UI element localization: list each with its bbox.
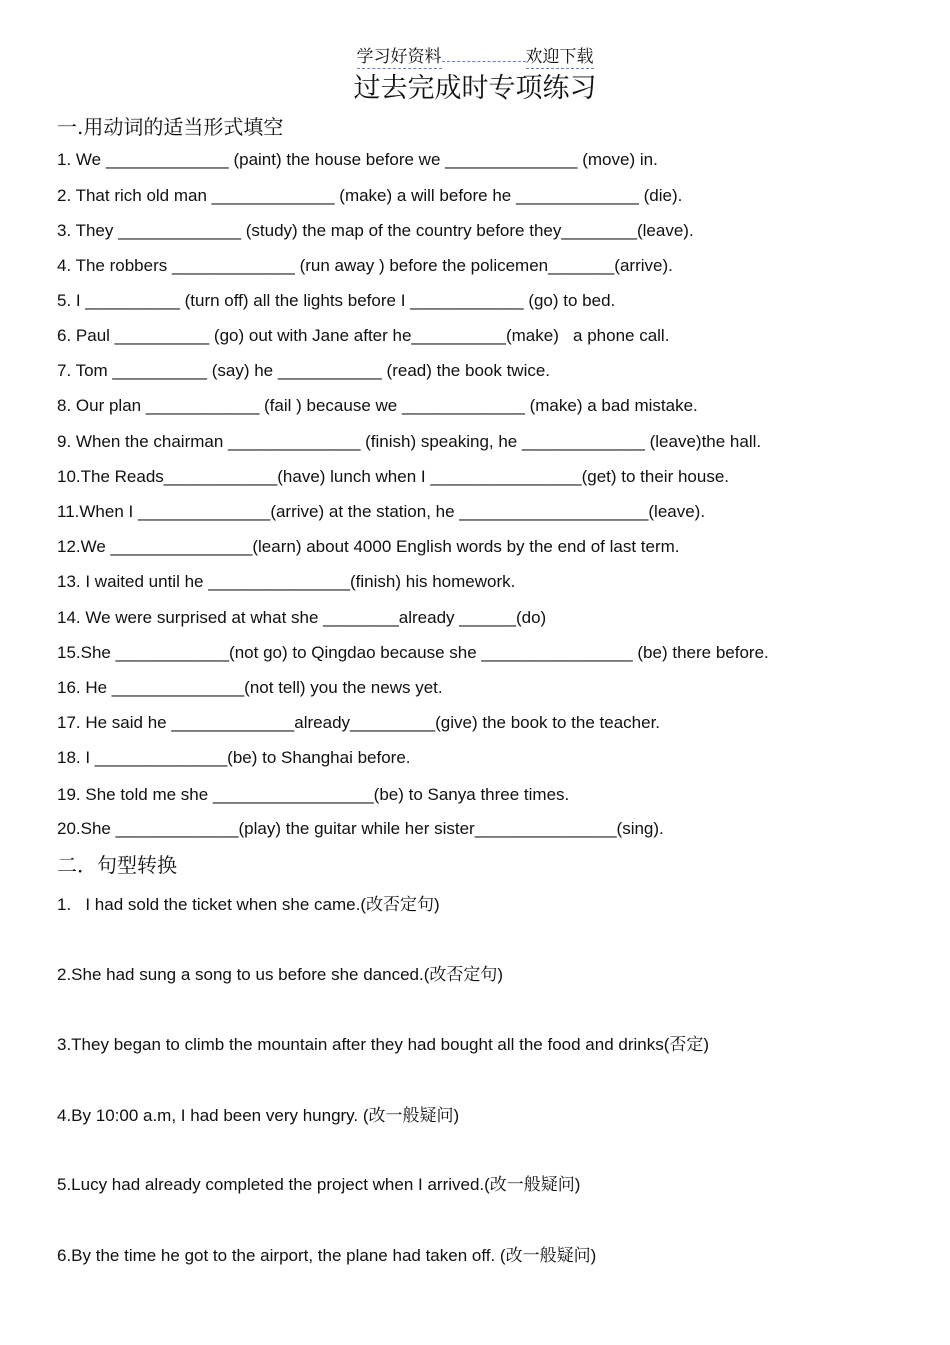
transform-question-2 xyxy=(57,960,503,985)
question-text: 7. Tom __________ (say) he ___________ (read) the book twice. xyxy=(57,361,551,380)
question-text: 1. We _____________ (paint) the house before we ______________ (move) in. xyxy=(57,150,658,169)
transform-question-6 xyxy=(57,1241,596,1266)
transform-question-5 xyxy=(57,1170,580,1195)
header-divider xyxy=(442,60,526,62)
question-text: 14. We were surprised at what she ________already ______(do) xyxy=(57,608,547,627)
question-text: 16. He ______________(not tell) you the news yet. xyxy=(57,678,443,697)
question-text: 6.By the time he got to the airport, the plane had taken off. (改一般疑问) xyxy=(57,1246,597,1265)
question-text: 2. That rich old man _____________ (make) a will before he _____________ (die). xyxy=(57,186,683,205)
question-text: 19. She told me she _________________(be) to Sanya three times. xyxy=(57,785,570,804)
question-text: 6. Paul __________ (go) out with Jane after he__________(make) a phone call. xyxy=(57,326,670,345)
question-text: 13. I waited until he _______________(finish) his homework. xyxy=(57,572,516,591)
question-2 xyxy=(57,186,682,206)
question-text: 20.She _____________(play) the guitar while her sister_______________(sing). xyxy=(57,819,664,838)
question-14 xyxy=(57,608,546,628)
question-text: 5.Lucy had already completed the project when I arrived.(改一般疑问) xyxy=(57,1175,581,1194)
transform-question-3 xyxy=(57,1030,709,1055)
question-7 xyxy=(57,361,550,381)
question-4 xyxy=(57,256,673,276)
question-15 xyxy=(57,643,769,663)
transform-question-4 xyxy=(57,1101,459,1126)
section-1-title: 一.用动词的适当形式填空 xyxy=(57,115,284,139)
question-18 xyxy=(57,748,411,768)
question-text: 10.The Reads____________(have) lunch when I ________________(get) to their house. xyxy=(57,467,730,486)
question-text: 15.She ____________(not go) to Qingdao because she ________________ (be) there before. xyxy=(57,643,769,662)
question-17 xyxy=(57,713,660,733)
question-text: 8. Our plan ____________ (fail ) because we _____________ (make) a bad mistake. xyxy=(57,396,698,415)
question-text: 12.We _______________(learn) about 4000 English words by the end of last term. xyxy=(57,537,680,556)
question-19 xyxy=(57,785,569,805)
question-8 xyxy=(57,396,698,416)
question-11 xyxy=(57,502,705,522)
question-20 xyxy=(57,819,664,839)
page-header xyxy=(0,42,950,69)
question-text: 11.When I ______________(arrive) at the station, he ____________________(leave). xyxy=(57,502,706,521)
header-left-text: 学习好资料 xyxy=(357,42,442,69)
question-16 xyxy=(57,678,443,698)
question-3 xyxy=(57,221,694,241)
question-text: 4.By 10:00 a.m, I had been very hungry. (改一般疑问) xyxy=(57,1106,460,1125)
question-text: 4. The robbers _____________ (run away ) before the policemen_______(arrive). xyxy=(57,256,673,275)
question-10 xyxy=(57,467,729,487)
section-2-title: 二．句型转换 xyxy=(57,853,177,877)
question-6 xyxy=(57,326,669,346)
transform-question-1 xyxy=(57,890,440,915)
question-text: 1. I had sold the ticket when she came.(改否定句) xyxy=(57,895,440,914)
question-text: 5. I __________ (turn off) all the lights before I ____________ (go) to bed. xyxy=(57,291,616,310)
question-13 xyxy=(57,572,515,592)
question-text: 9. When the chairman ______________ (finish) speaking, he _____________ (leave)the hall. xyxy=(57,432,762,451)
question-text: 2.She had sung a song to us before she danced.(改否定句) xyxy=(57,965,504,984)
question-12 xyxy=(57,537,680,557)
header-right-text: 欢迎下载 xyxy=(526,42,594,69)
question-text: 18. I ______________(be) to Shanghai before. xyxy=(57,748,411,767)
question-text: 3.They began to climb the mountain after they had bought all the food and drinks(否定) xyxy=(57,1035,710,1054)
question-text: 17. He said he _____________already_________(give) the book to the teacher. xyxy=(57,713,661,732)
question-text: 3. They _____________ (study) the map of the country before they________(leave). xyxy=(57,221,694,240)
question-1 xyxy=(57,150,658,170)
page-title: 过去完成时专项练习 xyxy=(353,73,597,104)
question-5 xyxy=(57,291,615,311)
question-9 xyxy=(57,432,761,452)
